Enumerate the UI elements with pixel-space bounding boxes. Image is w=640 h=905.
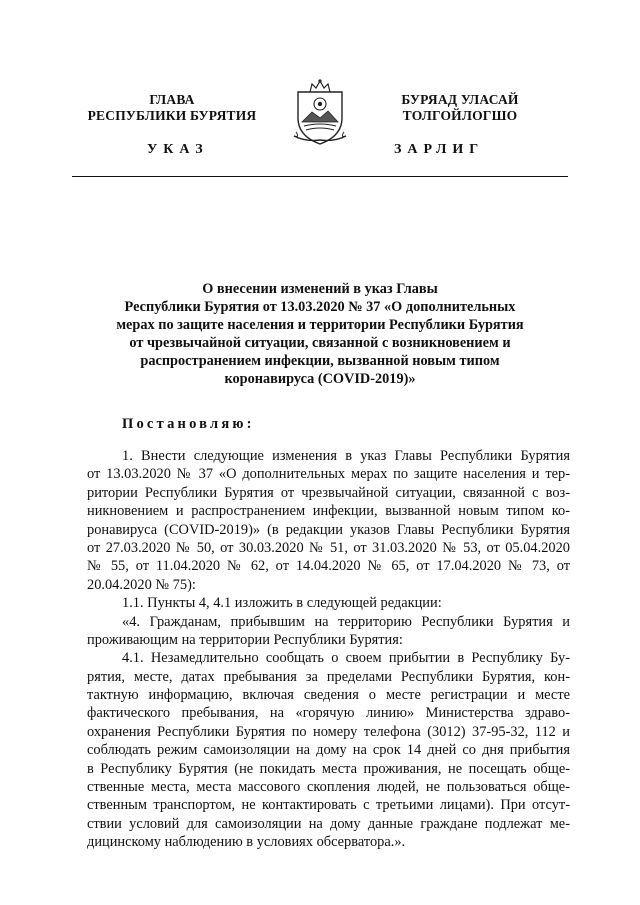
header-right-line1: БУРЯАД УЛАСАЙ bbox=[401, 92, 519, 107]
body-line: фактического пребывания, на «горячую линию» Министерства здраво- bbox=[87, 705, 570, 722]
header-right-block bbox=[360, 92, 560, 124]
body-line: тактную информацию, включая сведения о месте регистрации и месте bbox=[87, 687, 570, 704]
title-line: О внесении изменений в указ Главы bbox=[202, 281, 438, 297]
body-line: 1. Внести следующие изменения в указ Главы Республики Бурятия bbox=[122, 448, 570, 464]
body-line: 4.1. Незамедлительно сообщать о своем прибытии в Республику Бу- bbox=[122, 650, 570, 667]
body-line: никновением и распространением инфекции, вызванной новым типом ко- bbox=[87, 503, 570, 520]
document-title bbox=[90, 280, 550, 388]
document-body bbox=[87, 447, 570, 852]
decree-label-ru: УКАЗ bbox=[147, 142, 209, 157]
title-line: мерах по защите населения и территории Республики Бурятия bbox=[116, 317, 524, 333]
body-line: проживающим на территории Республики Бурятия: bbox=[87, 631, 403, 648]
body-line: охранения Республики Бурятия по номеру телефона (3012) 37-95-32, 112 и bbox=[87, 723, 570, 740]
body-line: 20.04.2020 № 75): bbox=[87, 576, 196, 593]
body-line: ронавируса (COVID-2019)» (в редакции указов Главы Республики Бурятия bbox=[87, 521, 570, 538]
body-line: «4. Гражданам, прибывшим на территорию Республики Бурятия и bbox=[122, 613, 570, 630]
header-divider bbox=[72, 176, 568, 177]
body-line: от 27.03.2020 № 50, от 30.03.2020 № 51, от 31.03.2020 № 53, от 05.04.2020 bbox=[87, 539, 570, 556]
body-line: № 55, от 11.04.2020 № 62, от 14.04.2020 № 65, от 17.04.2020 № 73, от bbox=[87, 558, 570, 575]
body-line: ственным транспортом, не контактировать с третьими лицами). При отсут- bbox=[87, 797, 570, 814]
header-right-line2: ТОЛГОЙЛОГШО bbox=[402, 108, 518, 123]
body-line: 1.1. Пункты 4, 4.1 изложить в следующей редакции: bbox=[122, 595, 442, 612]
header-left-line1: ГЛАВА bbox=[149, 92, 195, 107]
body-line: ственные места, места массового скопления людей, не пользоваться обще- bbox=[87, 779, 570, 796]
decree-label-bua: ЗАРЛИГ bbox=[394, 142, 485, 157]
title-line: от чрезвычайной ситуации, связанной с возникновением и bbox=[129, 335, 511, 351]
title-line: коронавируса (COVID-2019)» bbox=[224, 371, 416, 387]
title-line: Республики Бурятия от 13.03.2020 № 37 «О дополнительных bbox=[124, 299, 516, 315]
title-line: распространением инфекции, вызванной новым типом bbox=[140, 353, 500, 369]
header-left-block bbox=[72, 92, 272, 124]
body-line: ствии условий для самоизоляции на дому данные граждане подлежат ме- bbox=[87, 815, 570, 832]
header-left-line2: РЕСПУБЛИКИ БУРЯТИЯ bbox=[87, 108, 257, 123]
body-line: от 13.03.2020 № 37 «О дополнительных мерах по защите населения и тер- bbox=[87, 466, 570, 483]
body-line: в Республику Бурятия (не покидать места проживания, не посещать обще- bbox=[87, 760, 570, 777]
coat-of-arms-icon bbox=[292, 78, 348, 146]
body-line: ритории Республики Бурятия от чрезвычайной ситуации, связанной с воз- bbox=[87, 484, 570, 501]
body-line: дицинскому наблюдению в условиях обсерватора.». bbox=[87, 834, 406, 851]
body-line: рятия, месте, датах пребывания за пределами Республики Бурятия, кон- bbox=[87, 668, 570, 685]
resolve-heading: Постановляю: bbox=[122, 416, 255, 432]
body-line: соблюдать режим самоизоляции на дому на срок 14 дней со дня прибытия bbox=[87, 742, 570, 759]
